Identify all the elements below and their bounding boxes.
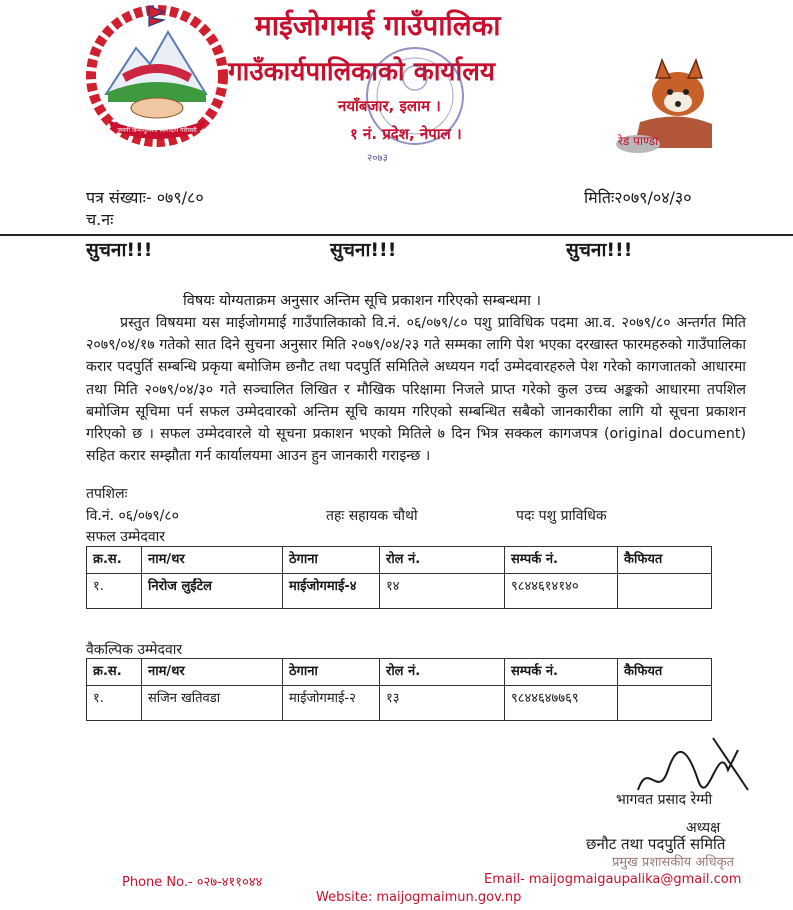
level-info: तहः सहायक चौथो xyxy=(326,508,418,524)
col-sn: क्र.स. xyxy=(87,547,142,574)
col-remarks: कैफियत xyxy=(618,659,712,686)
successful-label: सफल उम्मेदवार xyxy=(86,529,165,545)
table-row xyxy=(87,686,712,721)
body-paragraph: प्रस्तुत विषयमा यस माईजोगमाई गाउँपालिकाको वि.नं. ०६/०७९/८० पशु प्राविधिक पदमा आ.व. २०७९/८० अन्तर्गत मिति २०७९/०४/१७ गतेको सात दिने सुचना अनुसार मिति २०७९/०४/२३ गते सम्मका लागि पेश भएका दरखास्त फारमहरुको गाउँपालिका करार पदपुर्ति सम्बन्धि प्रकृया बमोजिम छनौट तथा पदपुर्ति समितिले अध्ययन गर्दा उम्मेदवारहरुले पेश गरेको कागजातको आधारमा तथा मिति २०७९/०४/३० गते सञ्चालित लिखित र मौखिक परिक्षामा निजले प्राप्त गरेको कुल उच्च अङ्कको आधारमा तपशिल बमोजिम सूचिमा पर्न सफल उम्मेदवारको अन्तिम सूचि कायम गरिएको सम्बन्धित सबैको जानकारीका लागि यो सूचना प्रकाशन गरिएको छ । सफल उम्मेदवारले यो सूचना प्रकाशन भएको मितिले ७ दिन भित्र सक्कल कागजपत्र (original document) सहित करार सम्झौता गर्न कार्यालयमा आउन हुन जानकारी गराइन्छ । xyxy=(86,315,746,465)
cell-sn: १. xyxy=(87,686,142,721)
signatory-subtitle: प्रमुख प्रशासकीय अधिकृत xyxy=(612,855,735,870)
cell-address: माईजोगमाई-४ xyxy=(283,574,380,609)
cell-name: निरोज लुईंटेल xyxy=(142,574,283,609)
details-label: तपशिलः xyxy=(86,486,128,502)
letter-date: मितिः२०७९/०४/३० xyxy=(584,188,692,207)
alternate-table xyxy=(86,658,712,721)
cell-remarks xyxy=(618,686,712,721)
alternate-label: वैकल्पिक उम्मेदवार xyxy=(86,642,183,658)
emblem-motto: जननी जन्मभूमिश्च स्वर्गादपि गरीयसी xyxy=(117,127,197,134)
signatory-name: भागवत प्रसाद रेग्मी xyxy=(616,792,713,808)
signatory-committee: छनौट तथा पदपुर्ति समिति xyxy=(586,835,726,853)
col-name: नाम/थर xyxy=(142,659,283,686)
vacancy-number: वि.नं. ०६/०७९/८० xyxy=(86,508,179,524)
col-remarks: कैफियत xyxy=(618,547,712,574)
cell-remarks xyxy=(618,574,712,609)
cell-contact: ९८४४६१४१४० xyxy=(505,574,618,609)
signatory-role: अध्यक्ष xyxy=(686,820,721,836)
table-header-row xyxy=(87,547,712,574)
notice-heading: सुचना!!! xyxy=(330,239,397,261)
footer-website[interactable]: Website: maijogmaimun.gov.np xyxy=(316,890,522,905)
panda-caption: रेड पाण्डा xyxy=(618,134,659,148)
subject-line: विषयः योग्यताक्रम अनुसार अन्तिम सूचि प्रकाशन गरिएको सम्बन्धमा । xyxy=(183,293,541,309)
address-line: नयाँबजार, इलाम । xyxy=(338,97,441,115)
nepal-emblem-icon xyxy=(78,2,236,148)
col-roll: रोल नं. xyxy=(380,547,505,574)
office-name: गाउँकार्यपालिकाको कार्यालय xyxy=(228,57,495,87)
cell-roll: १३ xyxy=(380,686,505,721)
cell-name: सजिन खतिवडा xyxy=(142,686,283,721)
cell-roll: १४ xyxy=(380,574,505,609)
col-address: ठेगाना xyxy=(283,547,380,574)
col-address: ठेगाना xyxy=(283,659,380,686)
cell-contact: ९८४४६४७७६९ xyxy=(505,686,618,721)
letter-number: पत्र संख्याः- ०७९/८० xyxy=(86,188,204,207)
col-sn: क्र.स. xyxy=(87,659,142,686)
municipality-name: माईजोगमाई गाउँपालिका xyxy=(255,9,501,42)
province-line: १ नं. प्रदेश, नेपाल । xyxy=(350,125,462,143)
col-contact: सम्पर्क नं. xyxy=(505,547,618,574)
notice-heading: सुचना!!! xyxy=(86,239,153,261)
table-row xyxy=(87,574,712,609)
cell-sn: १. xyxy=(87,574,142,609)
post-info: पदः पशु प्राविधिक xyxy=(516,508,607,524)
footer-email[interactable]: Email- maijogmaigaupalika@gmail.com xyxy=(484,872,742,887)
successful-table xyxy=(86,546,712,609)
notice-body xyxy=(86,312,746,467)
col-contact: सम्पर्क नं. xyxy=(505,659,618,686)
footer-phone: Phone No.- ०२७-४११०४४ xyxy=(122,875,263,890)
col-roll: रोल नं. xyxy=(380,659,505,686)
table-header-row xyxy=(87,659,712,686)
dispatch-number: च.नः xyxy=(86,210,114,229)
col-name: नाम/थर xyxy=(142,547,283,574)
stamp-number: २०७३ xyxy=(367,153,388,164)
cell-address: माईजोगमाई-२ xyxy=(283,686,380,721)
notice-heading: सुचना!!! xyxy=(566,239,633,261)
